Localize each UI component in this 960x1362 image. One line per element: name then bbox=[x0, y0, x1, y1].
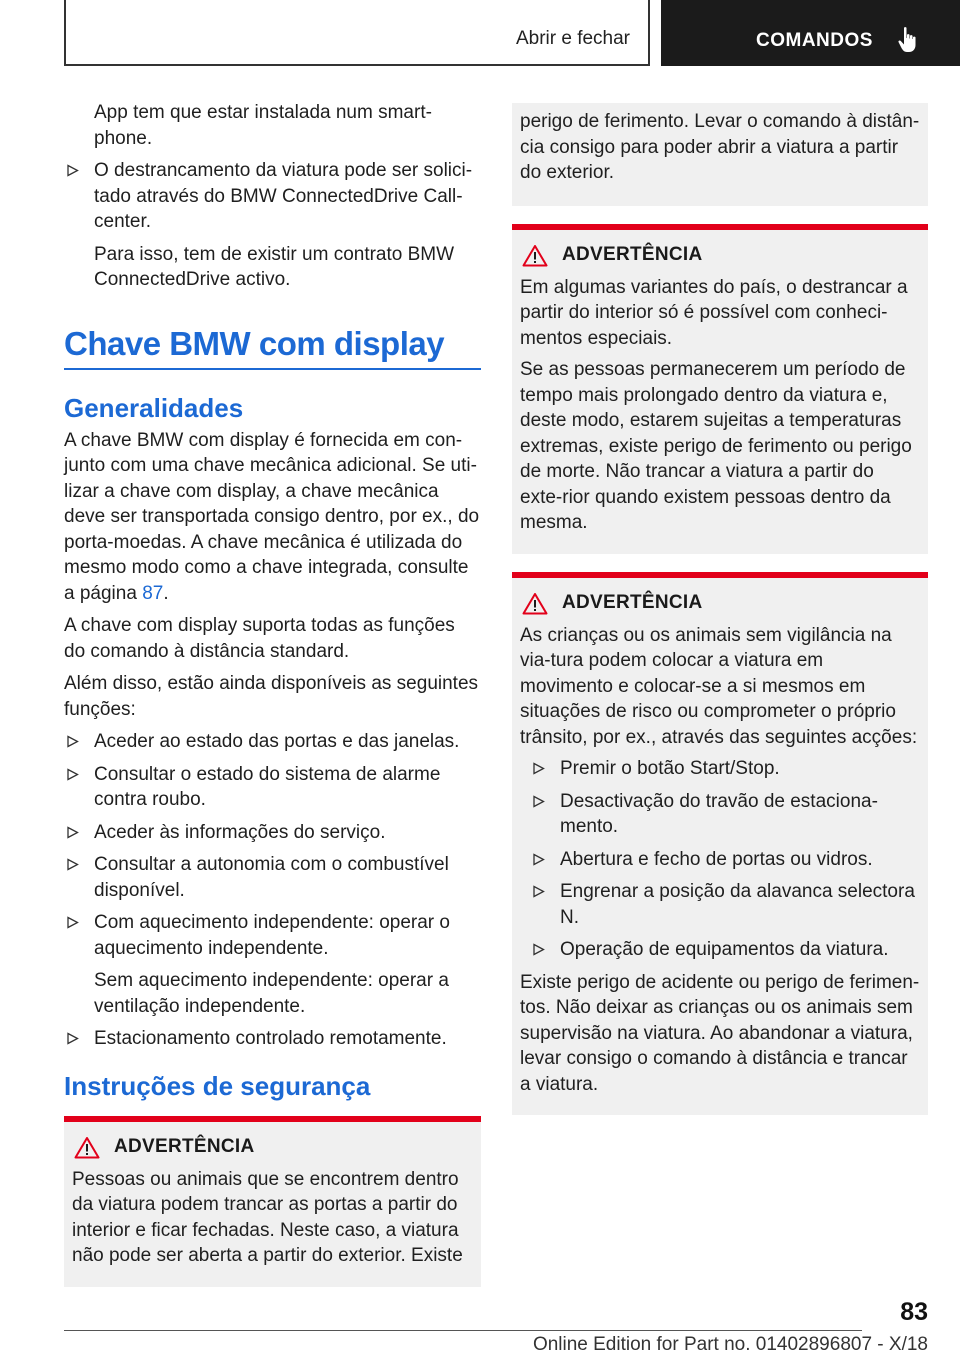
footer-edition: Online Edition for Part no. 01402896807 - X/18 bbox=[532, 1334, 928, 1355]
list-item-text: Aceder às informações do serviço. bbox=[94, 821, 386, 843]
page-reference-link[interactable]: 87 bbox=[142, 582, 164, 604]
list-item bbox=[530, 937, 920, 963]
warning-triangle-icon bbox=[522, 244, 548, 267]
header-section-tab bbox=[64, 0, 650, 66]
list-item-text: Premir o botão Start/Stop. bbox=[560, 758, 780, 779]
list-item-text: Engrenar a posição da alavanca selectora N. bbox=[560, 881, 915, 928]
warning-text: perigo de ferimento. Levar o comando à distân‐cia consigo para poder abrir a viatura a partir do exterior. bbox=[520, 111, 920, 183]
list-item bbox=[64, 820, 481, 846]
triangle-right-icon bbox=[532, 943, 545, 956]
warning-text: Se as pessoas permanecerem um período de tempo mais prolongado dentro da viatura e, deste modo, estarem sujeitas a temperaturas extremas, existe perigo de ferimento ou perigo de morte. Não trancar a viatura a partir do exte‐rior quando existem pessoas dentro da mesma. bbox=[520, 359, 912, 533]
warning-box-continued bbox=[512, 103, 928, 206]
list-item bbox=[64, 1026, 481, 1052]
list-item bbox=[530, 789, 920, 840]
section-heading-seguranca: Instruções de segurança bbox=[64, 1070, 371, 1101]
list-item bbox=[530, 879, 920, 930]
warning-header bbox=[74, 1136, 473, 1159]
warning-box bbox=[512, 572, 928, 1116]
list-item-subtext: Para isso, tem de existir um contrato BMW ConnectedDrive activo. bbox=[94, 243, 455, 290]
continued-paragraph: App tem que estar instalada num smart‐phone. bbox=[94, 102, 432, 149]
warning-triangle-icon bbox=[522, 592, 548, 615]
section-heading-generalidades: Generalidades bbox=[64, 392, 244, 423]
triangle-right-icon bbox=[66, 916, 79, 929]
list-item-text: Estacionamento controlado remotamente. bbox=[94, 1028, 447, 1049]
paragraph bbox=[64, 428, 481, 607]
warning-text: Pessoas ou animais que se encontrem dentro da viatura podem trancar as portas a partir do interior e ficar fechadas. Neste caso, a viatura não pode ser aberta a partir do exterior. Existe bbox=[72, 1168, 463, 1266]
list-item-text: Com aquecimento independente: operar o aquecimento independente. bbox=[94, 912, 450, 959]
triangle-right-icon bbox=[66, 858, 79, 871]
list-item-text: O destrancamento da viatura pode ser solici‐tado através do BMW ConnectedDrive Call‐center. bbox=[94, 160, 473, 232]
list-item-text: Consultar o estado do sistema de alarme contra roubo. bbox=[94, 763, 441, 810]
list-item-text: Aceder ao estado das portas e das janelas. bbox=[94, 731, 460, 752]
list-item bbox=[530, 756, 920, 782]
warning-label: ADVERTÊNCIA bbox=[562, 244, 703, 265]
paragraph: Além disso, estão ainda disponíveis as seguintes funções: bbox=[64, 673, 479, 720]
triangle-right-icon bbox=[532, 795, 545, 808]
warning-box bbox=[512, 224, 928, 554]
list-item bbox=[530, 847, 920, 873]
list-item bbox=[64, 729, 481, 755]
page-title: Chave BMW com display bbox=[64, 300, 481, 370]
warning-text: Existe perigo de acidente ou perigo de ferimen‐tos. Não deixar as crianças ou os animais sem supervisão na viatura. Ao abandonar a viatura, levar consigo o comando à distância e trancar a viatura. bbox=[520, 971, 920, 1095]
pointing-hand-icon bbox=[897, 26, 921, 54]
page-number: 83 bbox=[900, 1298, 928, 1326]
warning-header bbox=[522, 592, 920, 615]
footer-divider bbox=[64, 1330, 862, 1331]
triangle-right-icon bbox=[66, 164, 79, 177]
triangle-right-icon bbox=[532, 762, 545, 775]
list-item bbox=[64, 762, 481, 813]
triangle-right-icon bbox=[66, 1032, 79, 1045]
warning-text: Em algumas variantes do país, o destrancar a partir do interior só é possível com conheci‐mentos especiais. bbox=[520, 276, 908, 349]
list-item bbox=[64, 158, 481, 293]
paragraph: A chave com display suporta todas as funções do comando à distância standard. bbox=[64, 615, 455, 662]
triangle-right-icon bbox=[66, 768, 79, 781]
list-item-text: Desactivação do travão de estaciona‐mento. bbox=[560, 790, 878, 837]
warning-text: As crianças ou os animais sem vigilância na via‐tura podem colocar a viatura em movimento e colocar-se a si mesmos em situações de risco ou comprometer o próprio trânsito, por ex., através das seguintes acções: bbox=[520, 624, 918, 748]
header-chapter-title: COMANDOS bbox=[756, 30, 873, 51]
list-item-text: Operação de equipamentos da viatura. bbox=[560, 939, 889, 960]
header-section-title: Abrir e fechar bbox=[515, 28, 630, 49]
list-item-subtext: Sem aquecimento independente: operar a ventilação independente. bbox=[94, 970, 449, 1017]
warning-label: ADVERTÊNCIA bbox=[114, 1136, 255, 1157]
header-chapter-tab bbox=[661, 0, 960, 66]
list-item-text: Consultar a autonomia com o combustível disponível. bbox=[94, 854, 449, 901]
list-item-text: Abertura e fecho de portas ou vidros. bbox=[560, 848, 873, 870]
warning-box bbox=[64, 1116, 481, 1287]
list-item bbox=[64, 852, 481, 903]
paragraph-end: . bbox=[163, 582, 169, 604]
warning-triangle-icon bbox=[74, 1136, 100, 1159]
warning-label: ADVERTÊNCIA bbox=[562, 592, 703, 613]
paragraph-text: A chave BMW com display é fornecida em con‐junto com uma chave mecânica adicional. Se uti‐lizar a chave com display, a chave mecânica deve ser transportada consigo dentro, por ex., do porta-moedas. A chave mecânica é utilizada do mesmo modo como a chave integrada, consulte a página bbox=[64, 429, 480, 604]
list-item bbox=[64, 910, 481, 1019]
triangle-right-icon bbox=[66, 826, 79, 839]
triangle-right-icon bbox=[532, 853, 545, 866]
triangle-right-icon bbox=[532, 885, 545, 898]
warning-header bbox=[522, 244, 920, 267]
right-column bbox=[512, 100, 928, 1115]
left-column bbox=[64, 100, 481, 1287]
triangle-right-icon bbox=[66, 735, 79, 748]
